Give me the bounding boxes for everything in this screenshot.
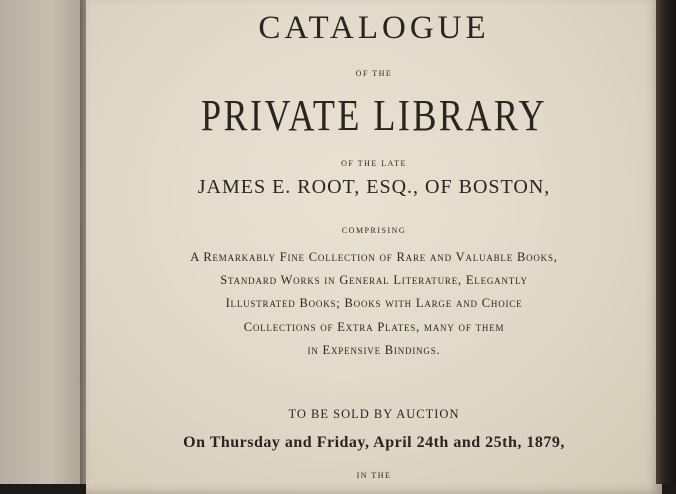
owner-name: JAMES E. ROOT, ESQ., OF BOSTON,: [197, 176, 551, 198]
description-line: Standard Works in General Literature, Elegantly: [220, 273, 528, 287]
in-the-text: IN THE: [356, 471, 392, 480]
title-page: [86, 0, 662, 494]
page-edge-shadow: [656, 0, 676, 484]
comprising-text: COMPRISING: [341, 226, 407, 235]
auction-date: On Thursday and Friday, April 24th and 25th, 1879,: [183, 434, 565, 451]
catalogue-heading: CATALOGUE: [258, 10, 490, 46]
of-the-text: OF THE: [355, 69, 393, 78]
description-line: Collections of Extra Plates, many of them: [243, 320, 505, 334]
auction-notice: TO BE SOLD BY AUCTION: [288, 407, 460, 421]
facing-page: [0, 0, 84, 484]
description-line: Illustrated Books; Books with Large and Choice: [225, 296, 523, 310]
private-library-heading: PRIVATE LIBRARY: [201, 91, 547, 140]
of-the-late-text: OF THE LATE: [341, 159, 407, 168]
description-line: in Expensive Bindings.: [307, 343, 441, 357]
description-line: A Remarkably Fine Collection of Rare and Valuable Books,: [190, 250, 558, 264]
